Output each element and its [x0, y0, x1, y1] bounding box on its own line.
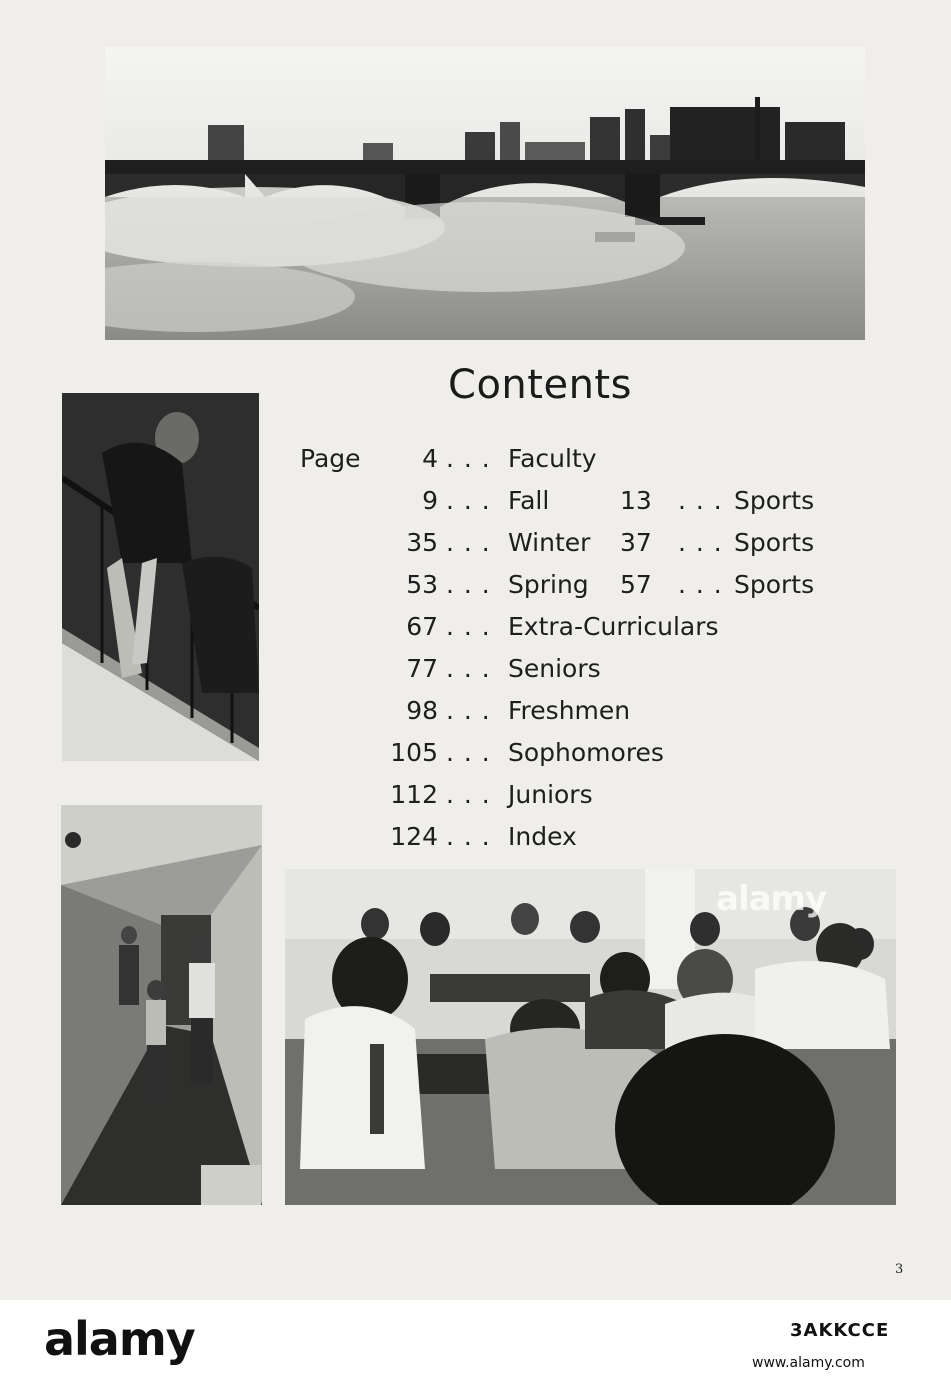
contents-row — [300, 486, 860, 522]
contents-row — [300, 444, 860, 480]
watermark: alamy — [716, 879, 827, 919]
contents-row — [300, 654, 860, 690]
entry-page: 4 — [422, 444, 438, 473]
entry-sub-section: Sports — [734, 570, 815, 599]
footer-image-id: 3AKKCCE — [790, 1320, 890, 1341]
entry-page: 35 — [406, 528, 438, 557]
entry-separator: . . . — [678, 486, 723, 515]
entry-separator: . . . — [446, 738, 491, 767]
entry-separator: . . . — [446, 486, 491, 515]
entry-section: Seniors — [508, 654, 601, 683]
contents-title: Contents — [448, 362, 632, 408]
entry-separator: . . . — [446, 654, 491, 683]
contents-list — [300, 440, 860, 860]
footer-url[interactable]: www.alamy.com — [752, 1355, 865, 1371]
entry-page: 67 — [406, 612, 438, 641]
footer-logo: alamy — [44, 1312, 195, 1366]
entry-sub-page: 37 — [620, 528, 652, 557]
entry-page: 112 — [390, 780, 438, 809]
bridge-photo — [105, 47, 865, 340]
entry-separator: . . . — [678, 528, 723, 557]
entry-section: Freshmen — [508, 696, 631, 725]
entry-page: 98 — [406, 696, 438, 725]
stairs-photo — [62, 393, 259, 761]
contents-row — [300, 570, 860, 606]
contents-row — [300, 696, 860, 732]
entry-sub-page: 57 — [620, 570, 652, 599]
entry-section: Faculty — [508, 444, 597, 473]
entry-page: 105 — [390, 738, 438, 767]
hallway-photo — [61, 805, 262, 1205]
entry-section: Extra-Curriculars — [508, 612, 719, 641]
entry-page: 53 — [406, 570, 438, 599]
page-number: 3 — [895, 1262, 904, 1277]
entry-separator: . . . — [446, 612, 491, 641]
entry-separator: . . . — [446, 822, 491, 851]
entry-separator: . . . — [446, 696, 491, 725]
entry-section: Juniors — [508, 780, 593, 809]
contents-row — [300, 738, 860, 774]
entry-section: Fall — [508, 486, 550, 515]
entry-section: Sophomores — [508, 738, 664, 767]
entry-separator: . . . — [446, 780, 491, 809]
entry-page: 77 — [406, 654, 438, 683]
contents-row — [300, 612, 860, 648]
cafeteria-photo — [285, 869, 896, 1205]
entry-sub-page: 13 — [620, 486, 652, 515]
page-label: Page — [300, 444, 361, 473]
entry-section: Spring — [508, 570, 589, 599]
contents-row — [300, 822, 860, 858]
entry-separator: . . . — [446, 528, 491, 557]
entry-section: Index — [508, 822, 577, 851]
entry-separator: . . . — [446, 570, 491, 599]
contents-row — [300, 528, 860, 564]
entry-sub-section: Sports — [734, 486, 815, 515]
entry-page: 9 — [422, 486, 438, 515]
entry-separator: . . . — [678, 570, 723, 599]
contents-row — [300, 780, 860, 816]
entry-sub-section: Sports — [734, 528, 815, 557]
stock-footer — [0, 1300, 951, 1390]
entry-separator: . . . — [446, 444, 491, 473]
entry-page: 124 — [390, 822, 438, 851]
entry-section: Winter — [508, 528, 591, 557]
